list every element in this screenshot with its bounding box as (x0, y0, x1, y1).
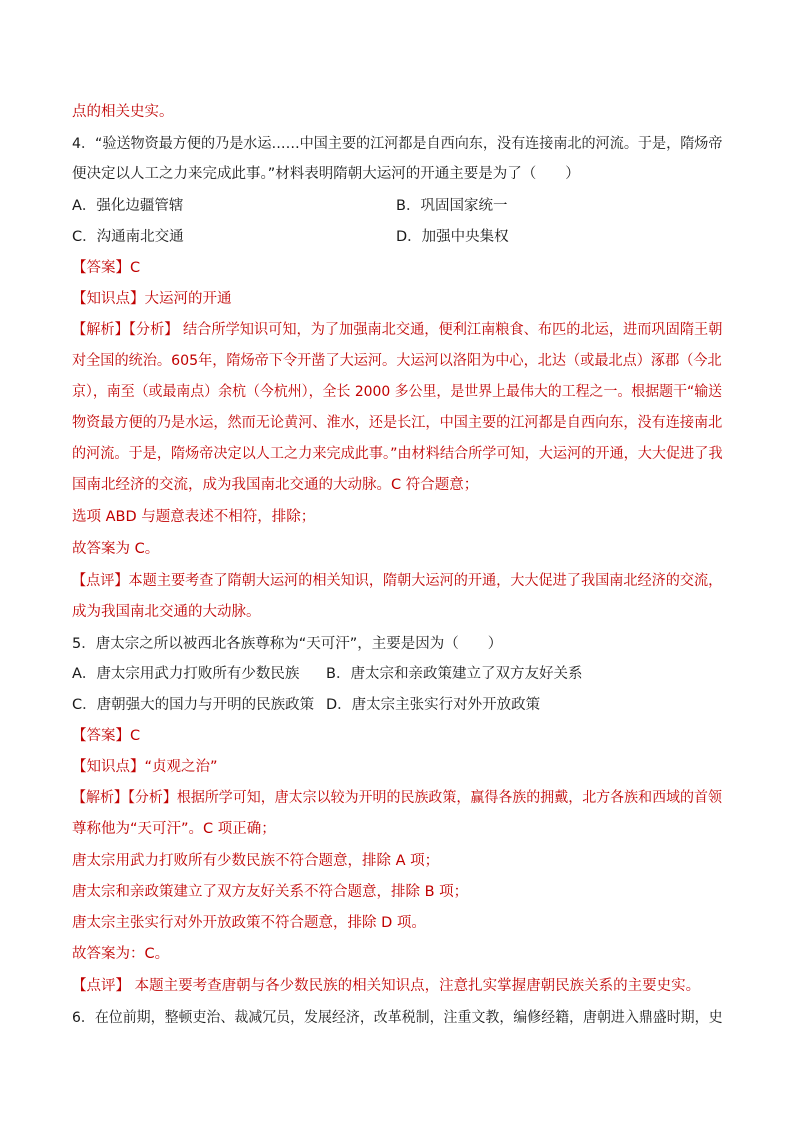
q5-answer-tag: 【答案】 (72, 728, 130, 744)
q4-comment-text1: 本题主要考查了隋朝大运河的相关知识，隋朝大运河的开通，大大促进了我国南北经济的交流， (128, 573, 723, 589)
q4-option-c: C．沟通南北交通 (72, 229, 184, 245)
q5-analysis-line1 (72, 788, 722, 808)
q4-analysis-line6: 国南北经济的交流，成为我国南北交通的大动脉。C 符合题意； (72, 477, 479, 493)
q5-stem: 5．唐太宗之所以被西北各族尊称为“天可汗”，主要是因为（ ） (72, 636, 503, 652)
q5-comment-text1: 本题主要考查唐朝与各少数民族的相关知识点，注意扎实掌握唐朝民族关系的主要史实。 (130, 978, 701, 994)
q5-analysis-tag: 【解析】【分析】 (72, 790, 177, 806)
q4-analysis-line3: 京），南至（或最南点）余杭（今杭州），全长 2000 多公里，是世界上最伟大的工程之一。根据题干“输送 (72, 384, 723, 400)
q5-knowledge-point (72, 757, 218, 777)
q4-analysis-tag: 【解析】【分析】 (72, 322, 179, 338)
q4-option-a: A．强化边疆管辖 (72, 198, 184, 214)
q4-stem-line1: 4．“验送物资最方便的乃是水运……中国主要的江河都是自西向东，没有连接南北的河流。于是，隋炀帝 (72, 136, 723, 152)
q4-knowledge-point (72, 289, 232, 309)
q5-kp-tag: 【知识点】 (72, 759, 145, 775)
q4-kp-value: 大运河的开通 (144, 291, 232, 307)
q4-analysis-line5: 的河流。于是，隋炀帝决定以人工之力来完成此事。”由材料结合所学可知，大运河的开通，大大促进了我 (72, 446, 723, 462)
q4-kp-tag: 【知识点】 (72, 291, 145, 307)
q6-stem-line1: 6．在位前期，整顿吏治、裁减冗员，发展经济，改革税制，注重文教，编修经籍，唐朝进入鼎盛时期，史 (72, 1010, 723, 1026)
q4-stem-line2: 便决定以人工之力来完成此事。”材料表明隋朝大运河的开通主要是为了（ ） (72, 166, 580, 182)
q5-option-b: B．唐太宗和亲政策建立了双方友好关系 (326, 666, 583, 682)
q5-answer-value: C (130, 728, 141, 744)
q5-comment-line1 (72, 976, 700, 996)
q5-option-c: C．唐朝强大的国力与开明的民族政策 (72, 697, 315, 713)
q5-analysis-line6: 故答案为：C。 (72, 946, 170, 962)
q5-option-d: D．唐太宗主张实行对外开放政策 (326, 697, 541, 713)
q4-comment-line1 (72, 571, 722, 591)
q4-comment-tag: 【点评】 (72, 573, 129, 589)
q4-analysis-line1 (72, 320, 722, 340)
q5-analysis-line2: 尊称他为“天可汗”。C 项正确； (72, 821, 276, 837)
q4-answer-tag: 【答案】 (72, 260, 130, 276)
q5-kp-value: “贞观之治” (144, 759, 218, 775)
prev-answer-tail: 点的相关史实。 (72, 104, 174, 120)
q5-analysis-line5: 唐太宗主张实行对外开放政策不符合题意，排除 D 项。 (72, 915, 426, 931)
q5-analysis-line4: 唐太宗和亲政策建立了双方友好关系不符合题意，排除 B 项； (72, 884, 469, 900)
q5-comment-tag: 【点评】 (72, 978, 130, 994)
q4-option-d: D．加强中央集权 (396, 229, 509, 245)
q5-analysis-text1: 根据所学可知，唐太宗以较为开明的民族政策，赢得各族的拥戴，北方各族和西域的首领 (176, 790, 722, 806)
q4-analysis-line4: 物资最方便的乃是水运，然而无论黄河、淮水，还是长江，中国主要的江河都是自西向东，没有连接南北 (72, 415, 723, 431)
q4-answer-value: C (130, 260, 141, 276)
q4-comment-line2: 成为我国南北交通的大动脉。 (72, 604, 261, 620)
q4-answer (72, 258, 140, 278)
q5-answer (72, 726, 140, 746)
q5-analysis-line3: 唐太宗用武力打败所有少数民族不符合题意，排除 A 项； (72, 853, 440, 869)
q5-option-a: A．唐太宗用武力打败所有少数民族 (72, 666, 300, 682)
q4-analysis-line7: 选项 ABD 与题意表述不相符，排除； (72, 509, 316, 525)
q4-analysis-text1: 结合所学知识可知，为了加强南北交通，便利江南粮食、布匹的北运，进而巩固隋王朝 (178, 322, 723, 338)
q4-option-b: B．巩固国家统一 (396, 198, 508, 214)
q4-analysis-line8: 故答案为 C。 (72, 541, 160, 557)
q4-analysis-line2: 对全国的统治。605年，隋炀帝下令开凿了大运河。大运河以洛阳为中心，北达（或最北点）涿郡（今北 (72, 353, 722, 369)
